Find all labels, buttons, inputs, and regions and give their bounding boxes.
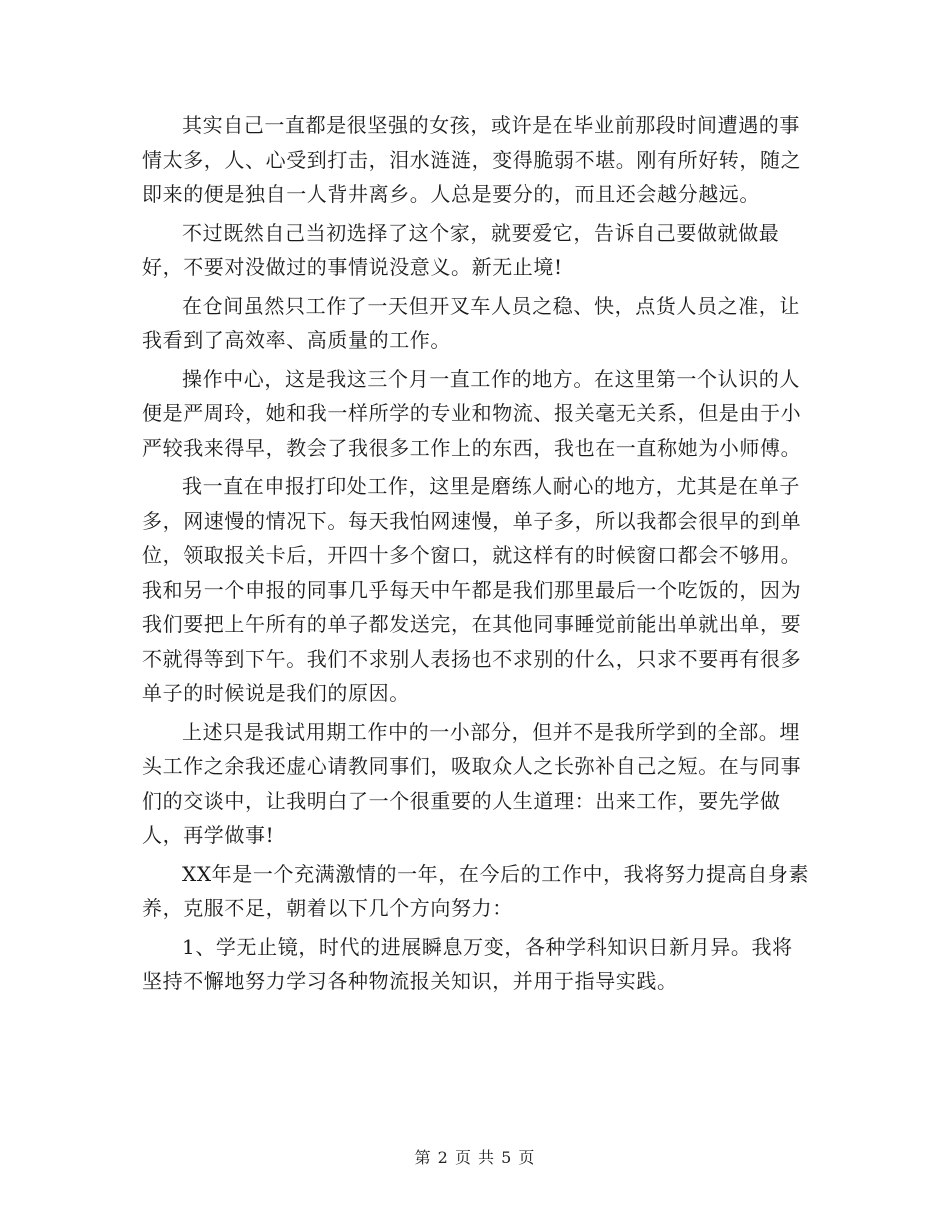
paragraph-1: 其实自己一直都是很坚强的女孩，或许是在毕业前那段时间遭遇的事情太多，人、心受到打击，泪水涟涟，变得脆弱不堪。刚有所好转，随之即来的便是独自一人背井离乡。人总是要分的，而且还会越分越远。 bbox=[142, 113, 802, 206]
paragraph-8: 1、学无止镜，时代的进展瞬息万变，各种学科知识日新月异。我将坚持不懈地努力学习各种物流报关知识，并用于指导实践。 bbox=[142, 934, 793, 993]
page-number-footer: 第 2 页 共 5 页 bbox=[414, 1148, 536, 1167]
paragraph-3: 在仓间虽然只工作了一天但开叉车人员之稳、快，点货人员之准，让我看到了高效率、高质量的工作。 bbox=[142, 293, 800, 352]
paragraph-7: XX年是一个充满激情的一年，在今后的工作中，我将努力提高自身素养，克服不足，朝着以下几个方向努力： bbox=[142, 861, 810, 920]
paragraph-4: 操作中心，这是我这三个月一直工作的地方。在这里第一个认识的人便是严周玲，她和我一样所学的专业和物流、报关毫无关系，但是由于小严较我来得早，教会了我很多工作上的东西，我也在一直称她为小师傅。 bbox=[142, 366, 802, 460]
paragraph-6: 上述只是我试用期工作中的一小部分，但并不是我所学到的全部。埋头工作之余我还虚心请教同事们，吸取众人之长弥补自己之短。在与同事们的交谈中，让我明白了一个很重要的人生道理：出来工作，要先学做人，再学做事! bbox=[142, 719, 802, 847]
paragraph-5: 我一直在申报打印处工作，这里是磨练人耐心的地方，尤其是在单子多，网速慢的情况下。每天我怕网速慢，单子多，所以我都会很早的到单位，领取报关卡后，开四十多个窗口，就这样有的时候窗口都会不够用。我和另一个申报的同事几乎每天中午都是我们那里最后一个吃饭的，因为我们要把上午所有的单子都发送完，在其他同事睡觉前能出单就出单，要不就得等到下午。我们不求别人表扬也不求别的什么，只求不要再有很多单子的时候说是我们的原因。 bbox=[142, 474, 802, 705]
paragraph-2: 不过既然自己当初选择了这个家，就要爱它，告诉自己要做就做最好，不要对没做过的事情说没意义。新无止境! bbox=[142, 220, 780, 279]
document-body bbox=[142, 108, 812, 1003]
